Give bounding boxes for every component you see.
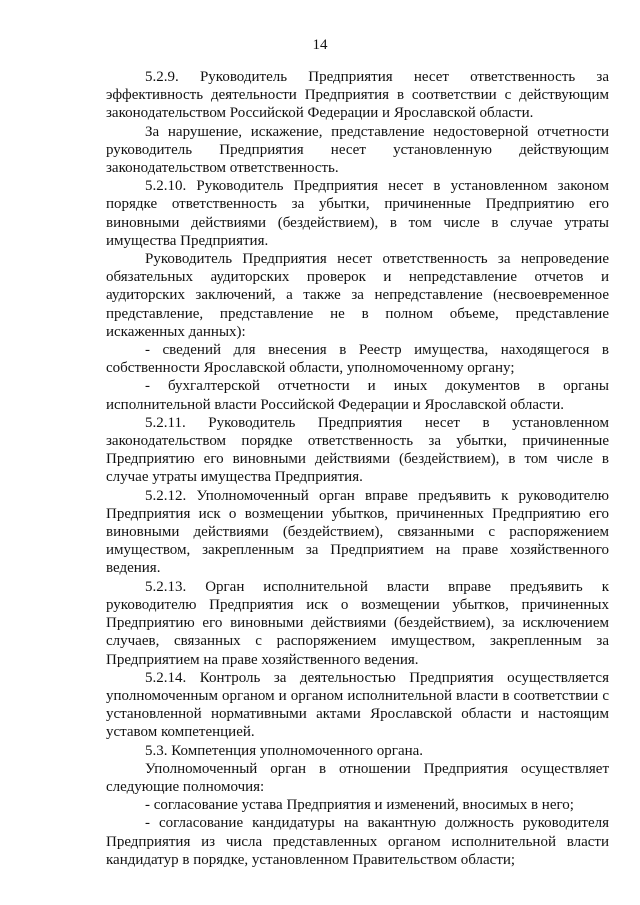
list-item-director-candidate: - согласование кандидатуры на вакантную должность руководителя Предприятия из числа представленных органом исполнительной власти кандидатур в порядке, установленном Правительством области;	[106, 815, 609, 868]
paragraph-5-2-11: 5.2.11. Руководитель Предприятия несет в установленном законодательством порядке ответственность за убытки, причиненные Предприятию его виновными действиями (бездействием), в том числе в случае утраты имущества Предприятия.	[106, 414, 609, 486]
list-item-accounting-reports: - бухгалтерской отчетности и иных документов в органы исполнительной власти Российской Федерации и Ярославской области.	[106, 378, 609, 413]
paragraph-5-2-14: 5.2.14. Контроль за деятельностью Предприятия осуществляется уполномоченным органом и органом исполнительной власти в соответствии с установленной нормативными актами Ярославской области и настоящим уставом компетенцией.	[106, 669, 609, 741]
paragraph-5-2-10: 5.2.10. Руководитель Предприятия несет в установленном законом порядке ответственность за убытки, причиненные Предприятию его виновными действиями (бездействием), в том числе в случае утраты имущества Предприятия.	[106, 178, 609, 249]
paragraph-audit-liability: Руководитель Предприятия несет ответственность за непроведение обязательных аудиторских проверок и непредставление отчетов и аудиторских заключений, а также за непредставление (несвоевременное представление, представление не в полном объеме, представление искаженных данных):	[106, 251, 609, 340]
document-body	[106, 68, 609, 869]
paragraph-authority-powers: Уполномоченный орган в отношении Предприятия осуществляет следующие полномочия:	[106, 760, 609, 795]
list-item-charter-approval: - согласование устава Предприятия и изменений, вносимых в него;	[145, 797, 574, 814]
list-item-registry-info: - сведений для внесения в Реестр имущества, находящегося в собственности Ярославской области, уполномоченному органу;	[106, 342, 609, 377]
paragraph-5-2-9: 5.2.9. Руководитель Предприятия несет ответственность за эффективность деятельности Предприятия в соответствии с действующим законодательством Российской Федерации и Ярославской области.	[106, 69, 609, 122]
page-number: 14	[312, 37, 328, 53]
section-heading-5-3: 5.3. Компетенция уполномоченного органа.	[145, 742, 424, 759]
paragraph-5-2-13: 5.2.13. Орган исполнительной власти вправе предъявить к руководителю Предприятия иск о возмещении убытков, причиненных Предприятию его виновными действиями (бездействием), за исключением случаев, связанных с распоряжением имуществом, закрепленным за Предприятием на праве хозяйственного ведения.	[106, 578, 609, 668]
paragraph-reporting-liability: За нарушение, искажение, представление недостоверной отчетности руководитель Предприятия несет установленную действующим законодательством ответственность.	[106, 123, 609, 177]
paragraph-5-2-12: 5.2.12. Уполномоченный орган вправе предъявить к руководителю Предприятия иск о возмещении убытков, причиненных Предприятию его виновными действиями (бездействием), связанными с распоряжением имуществом, закрепленным за Предприятием на праве хозяйственного ведения.	[106, 487, 609, 577]
